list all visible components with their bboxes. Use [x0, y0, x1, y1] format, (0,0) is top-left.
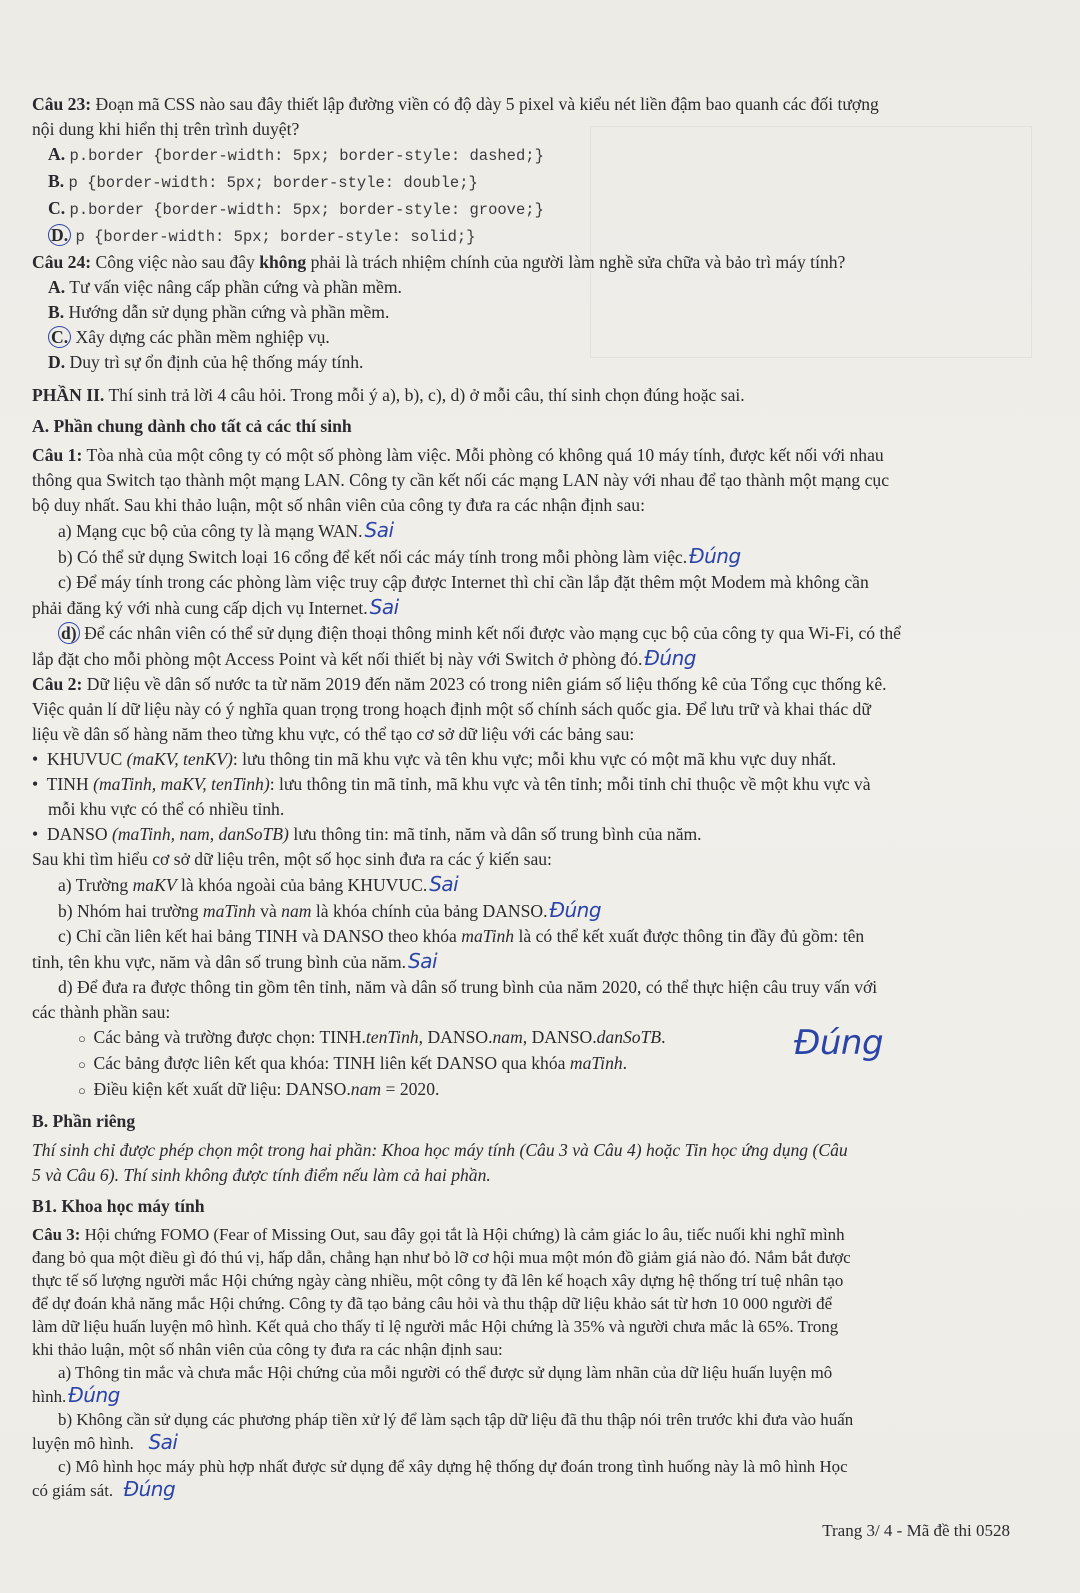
c1-statement-a: a) Mạng cục bộ của công ty là mạng WAN. Sai — [58, 518, 394, 542]
q23-option-a[interactable]: A. p.border {border-width: 5px; border-style: dashed;} — [48, 144, 544, 165]
handwritten-mark: Sai — [369, 595, 399, 619]
c3-intro-line3: thực tế số lượng người mắc Hội chứng ngày càng nhiều, một công ty đã lên kế hoạch xây dựng hệ thống trí tuệ nhân tạo — [32, 1271, 844, 1290]
c3-statement-b: b) Không cần sử dụng các phương pháp tiền xử lý để làm sạch tập dữ liệu đã thu thập nói trên trước khi đưa vào huấn — [58, 1410, 854, 1429]
part2-header: PHẦN II. Thí sinh trả lời 4 câu hỏi. Trong mỗi ý a), b), c), d) ở mỗi câu, thí sinh chọn đúng hoặc sai. — [32, 385, 745, 405]
section-b-title: B. Phần riêng — [32, 1111, 136, 1131]
c2-d-suboptions — [32, 1025, 1042, 1103]
q23-option-d[interactable]: D. p {border-width: 5px; border-style: solid;} — [32, 223, 1042, 250]
q24-option-c[interactable]: C. Xây dựng các phần mềm nghiệp vụ. — [32, 325, 1042, 350]
c2-statement-c-cont: tỉnh, tên khu vực, năm và dân số trung bình của năm. Sai — [32, 949, 438, 973]
c1-statement-c-cont: phải đăng ký với nhà cung cấp dịch vụ Internet. Sai — [32, 595, 399, 619]
c3-statement-b-cont: luyện mô hình. Sai — [32, 1430, 178, 1454]
c1-statement-d-cont: lắp đặt cho mỗi phòng một Access Point và kết nối thiết bị này với Switch ở phòng đó. Đúng — [32, 646, 696, 670]
section-b1-title: B1. Khoa học máy tính — [32, 1196, 205, 1216]
c2-d-option-2: ○ Các bảng được liên kết qua khóa: TINH liên kết DANSO qua khóa maTinh. — [32, 1051, 1042, 1077]
c3-block — [32, 1223, 1042, 1502]
c1-intro: Câu 1: Tòa nhà của một công ty có một số phòng làm việc. Mỗi phòng có không quá 10 máy tính, được kết nối với nhau — [32, 445, 884, 465]
q23-stem — [32, 92, 1042, 117]
answer-circle: C. — [48, 326, 71, 348]
q24-option-a[interactable]: A. Tư vấn việc nâng cấp phần cứng và phần mềm. — [48, 277, 402, 297]
c2-statement-d-cont: các thành phần sau: — [32, 1002, 171, 1022]
handwritten-mark: Sai — [429, 872, 459, 896]
handwritten-mark: Sai — [364, 518, 394, 542]
table-danso: • DANSO (maTinh, nam, danSoTB) lưu thông tin: mã tỉnh, năm và dân số trung bình của năm. — [32, 822, 1042, 847]
handwritten-mark: Đúng — [549, 898, 602, 922]
c2-statement-c: c) Chỉ cần liên kết hai bảng TINH và DANSO theo khóa maTinh là có thể kết xuất được thông tin đầy đủ gồm: tên — [58, 926, 865, 946]
table-khuvuc: • KHUVUC (maKV, tenKV): lưu thông tin mã khu vực và tên khu vực; mỗi khu vực có một mã khu vực duy nhất. — [32, 747, 1042, 772]
c2-statement-a: a) Trường maKV là khóa ngoài của bảng KHUVUC. Sai — [58, 872, 459, 896]
handwritten-mark: Đúng — [689, 544, 741, 568]
c3-intro-line6: khi thảo luận, một số nhân viên của công ty đưa ra các nhận định sau: — [32, 1340, 503, 1359]
handwritten-mark: Sai — [148, 1430, 178, 1454]
c3-intro-line5: làm dữ liệu huấn luyện mô hình. Kết quả cho thấy tỉ lệ người mắc Hội chứng là 35% và người chưa mắc là 65%. Trong — [32, 1317, 839, 1336]
handwritten-mark: Đúng — [68, 1383, 120, 1407]
c2-statement-d: d) Để đưa ra được thông tin gồm tên tỉnh, năm và dân số trung bình của năm 2020, có thể thực hiện câu truy vấn với — [58, 977, 878, 997]
q24-option-d[interactable]: D. Duy trì sự ổn định của hệ thống máy tính. — [48, 352, 364, 372]
q24-option-b[interactable]: B. Hướng dẫn sử dụng phần cứng và phần mềm. — [48, 302, 390, 322]
c2-d-option-1: ○ Các bảng và trường được chọn: TINH.tenTinh, DANSO.nam, DANSO.danSoTB. — [32, 1025, 1042, 1051]
c1-statement-b: b) Có thể sử dụng Switch loại 16 cổng để kết nối các máy tính trong mỗi phòng làm việc. Đúng — [58, 544, 741, 568]
q23-stem-cont: nội dung khi hiển thị trên trình duyệt? — [32, 119, 300, 139]
table-tinh-cont: mỗi khu vực có thể có nhiều tỉnh. — [48, 799, 285, 819]
c3-intro-line4: để dự đoán khả năng mắc Hội chứng. Công ty đã tạo bảng câu hỏi và thu thập dữ liệu khảo sát từ hơn 10 000 người để — [32, 1294, 833, 1313]
c3-statement-a: a) Thông tin mắc và chưa mắc Hội chứng của mỗi người có thể được sử dụng làm nhãn của dữ liệu huấn luyện mô — [58, 1363, 833, 1382]
table-tinh: • TINH (maTinh, maKV, tenTinh): lưu thông tin mã tỉnh, mã khu vực và tên tỉnh; mỗi tỉnh chỉ thuộc về một khu vực và — [32, 772, 1042, 797]
section-a-title: A. Phần chung dành cho tất cả các thí sinh — [32, 416, 352, 436]
c1-intro-line3: bộ duy nhất. Sau khi thảo luận, một số nhân viên của công ty đưa ra các nhận định sau: — [32, 495, 645, 515]
q23-option-b[interactable]: B. p {border-width: 5px; border-style: double;} — [48, 171, 478, 192]
c2-intro: Câu 2: Dữ liệu về dân số nước ta từ năm 2019 đến năm 2023 có trong niên giám số liệu thống kê của Tổng cục thống kê. — [32, 674, 887, 694]
c2-intro-line3: liệu về dân số hàng năm theo từng khu vực, có thể tạo cơ sở dữ liệu với các bảng sau: — [32, 724, 635, 744]
c2-after-text: Sau khi tìm hiểu cơ sở dữ liệu trên, một số học sinh đưa ra các ý kiến sau: — [32, 849, 552, 869]
section-b-note: Thí sinh chỉ được phép chọn một trong hai phần: Khoa học máy tính (Câu 3 và Câu 4) hoặc Tin học ứng dụng (Câu — [32, 1140, 848, 1160]
c2-d-option-3: ○ Điều kiện kết xuất dữ liệu: DANSO.nam = 2020. — [32, 1077, 1042, 1103]
c2-statement-b: b) Nhóm hai trường maTinh và nam là khóa chính của bảng DANSO. Đúng — [58, 898, 602, 922]
q23-label: Câu 23: — [32, 94, 92, 114]
c3-intro: Câu 3: Hội chứng FOMO (Fear of Missing Out, sau đây gọi tắt là Hội chứng) là cảm giác lo âu, tiếc nuối khi nghĩ mình — [32, 1225, 845, 1244]
c3-statement-c-cont: có giám sát. Đúng — [32, 1477, 176, 1501]
q23-option-c[interactable]: C. p.border {border-width: 5px; border-style: groove;} — [48, 198, 544, 219]
page-footer: Trang 3/ 4 - Mã đề thi 0528 — [822, 1521, 1010, 1540]
c1-statement-c: c) Để máy tính trong các phòng làm việc truy cập được Internet thì chỉ cần lắp đặt thêm một Modem mà không cần — [58, 572, 869, 592]
c1-intro-line2: thông qua Switch tạo thành một mạng LAN. Công ty cần kết nối các mạng LAN này với nhau để tạo thành một mạng cục — [32, 470, 890, 490]
c3-statement-a-cont: hình. Đúng — [32, 1383, 120, 1407]
q24-label: Câu 24: — [32, 252, 92, 272]
q24-stem: Câu 24: Công việc nào sau đây không phải là trách nhiệm chính của người làm nghề sửa chữa và bảo trì máy tính? — [32, 252, 846, 272]
handwritten-mark: Đúng — [123, 1477, 176, 1501]
c2-intro-line2: Việc quản lí dữ liệu này có ý nghĩa quan trọng trong hoạch định một số chính sách quốc gia. Để lưu trữ và khai thác dữ — [32, 699, 871, 719]
statement-circle: d) — [58, 622, 80, 644]
handwritten-mark: Đúng — [644, 646, 696, 670]
c1-statement-d: d) Để các nhân viên có thể sử dụng điện thoại thông minh kết nối được vào mạng cục bộ của công ty qua Wi-Fi, có thể — [32, 621, 1042, 646]
handwritten-mark: Sai — [408, 949, 438, 973]
section-b-note-cont: 5 và Câu 6). Thí sinh không được tính điểm nếu làm cả hai phần. — [32, 1165, 491, 1185]
q23-text: Đoạn mã CSS nào sau đây thiết lập đường viền có độ dày 5 pixel và kiểu nét liền đậm bao quanh các đối tượng — [95, 94, 879, 114]
handwritten-mark: Đúng — [794, 1023, 884, 1063]
c3-statement-c: c) Mô hình học máy phù hợp nhất được sử dụng để xây dựng hệ thống dự đoán trong tình huống này là mô hình Học — [58, 1457, 848, 1476]
c3-intro-line2: đang bỏ qua một điều gì đó thú vị, hấp dẫn, chẳng hạn như bỏ lỡ cơ hội mua một món đồ giảm giá nào đó. Nắm bắt được — [32, 1248, 851, 1267]
answer-circle: D. — [48, 224, 71, 246]
